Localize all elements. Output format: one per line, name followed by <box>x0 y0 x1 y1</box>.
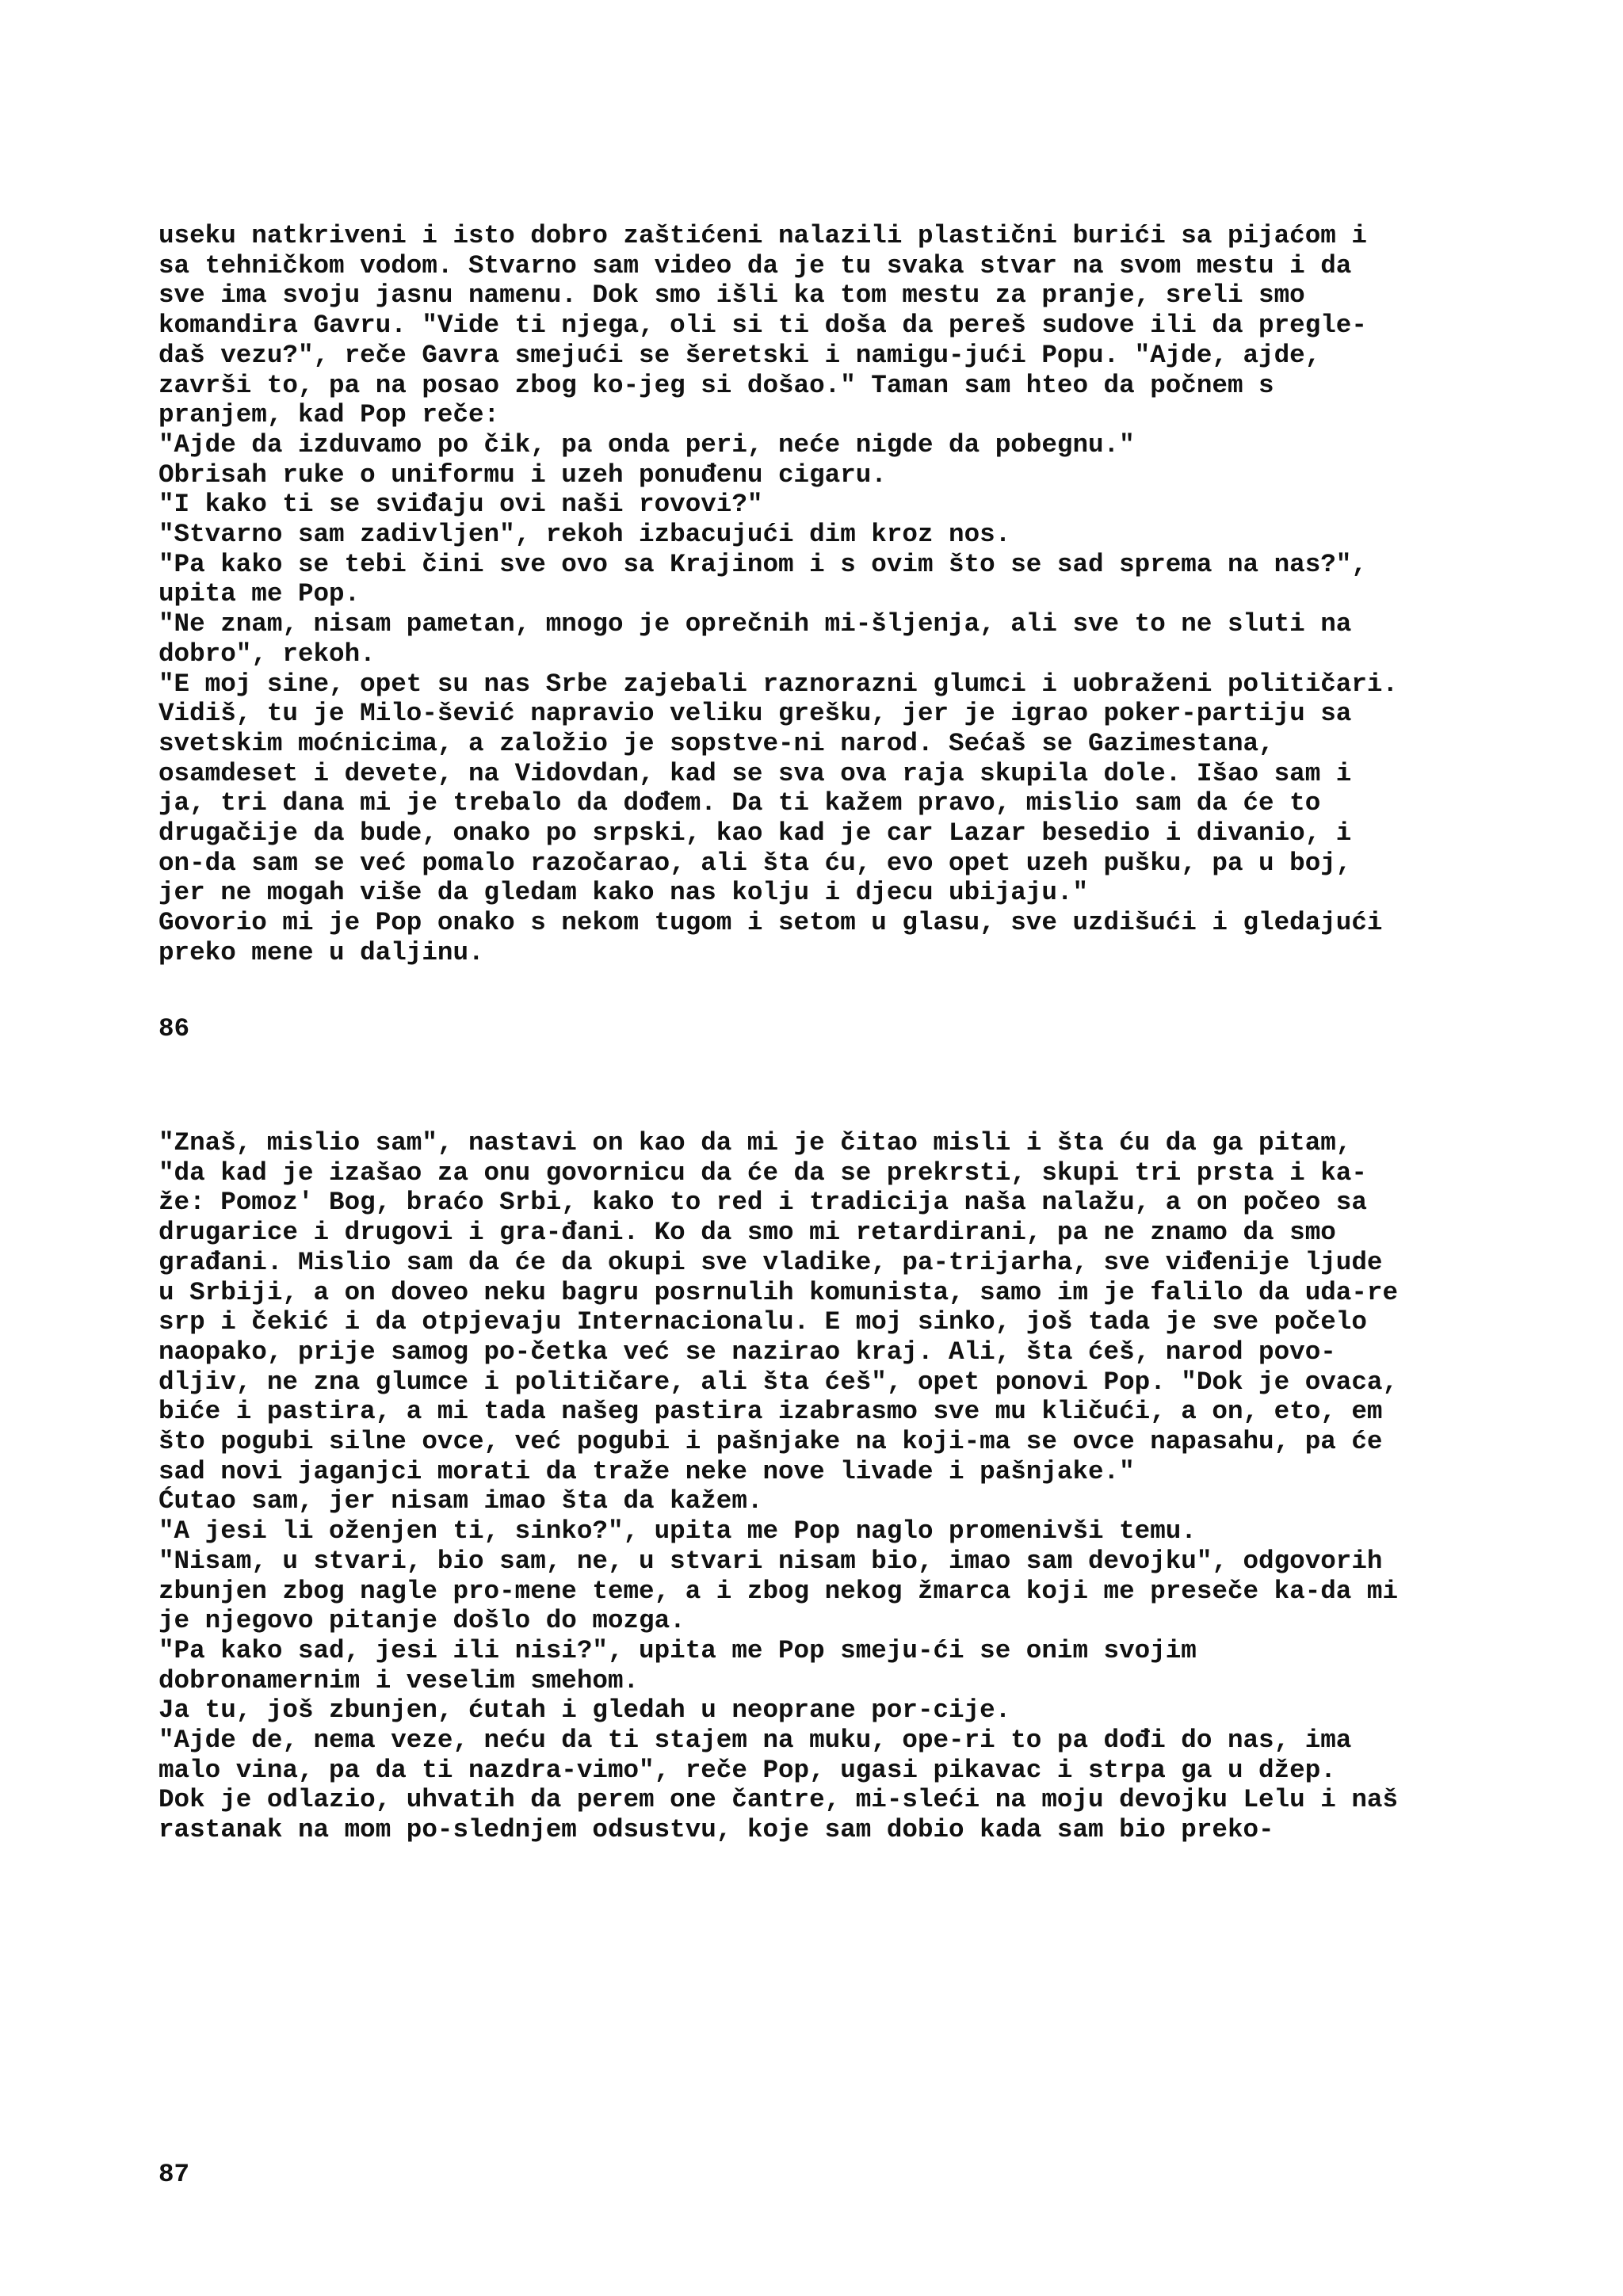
text-line: sa tehničkom vodom. Stvarno sam video da je tu svaka stvar na svom mestu i da <box>158 250 1352 280</box>
text-line: Obrisah ruke o uniformu i uzeh ponuđenu cigaru. <box>158 460 887 490</box>
text-line: u Srbiji, a on doveo neku bagru posrnulih komunista, samo im je falilo da uda-re <box>158 1277 1399 1307</box>
text-line: Vidiš, tu je Milo-šević napravio veliku grešku, jer je igrao poker-partiju sa <box>158 699 1352 729</box>
page-87-text <box>158 1128 1506 1845</box>
text-line: rastanak na mom po-slednjem odsustvu, koje sam dobio kada sam bio preko- <box>158 1815 1274 1845</box>
text-line: preko mene u daljinu. <box>158 937 484 967</box>
text-line: "E moj sine, opet su nas Srbe zajebali raznorazni glumci i uobraženi političari. <box>158 669 1399 699</box>
text-line: "da kad je izašao za onu govornicu da će da se prekrsti, skupi tri prsta i ka- <box>158 1158 1367 1188</box>
text-line: biće i pastira, a mi tada našeg pastira izabrasmo sve mu kličući, a on, eto, em <box>158 1397 1383 1427</box>
text-line: daš vezu?", reče Gavra smejući se šeretski i namigu-jući Popu. "Ajde, ajde, <box>158 340 1321 370</box>
page-number-86: 86 <box>158 1014 190 1043</box>
text-line: dobro", rekoh. <box>158 639 376 669</box>
text-line: upita me Pop. <box>158 579 361 609</box>
text-line: zbunjen zbog nagle pro-mene teme, a i zbog nekog žmarca koji me preseče ka-da mi <box>158 1576 1399 1606</box>
text-line: on-da sam se već pomalo razočarao, ali šta ću, evo opet uzeh pušku, pa u boj, <box>158 848 1352 878</box>
text-line: "Znaš, mislio sam", nastavi on kao da mi je čitao misli i šta ću da ga pitam, <box>158 1128 1352 1158</box>
text-line: dobronamernim i veselim smehom. <box>158 1665 640 1695</box>
text-line: završi to, pa na posao zbog ko-jeg si došao." Taman sam hteo da počnem s <box>158 370 1274 400</box>
text-line: že: Pomoz' Bog, braćo Srbi, kako to red i tradicija naša nalažu, a on počeo sa <box>158 1188 1367 1218</box>
text-line: "Pa kako sad, jesi ili nisi?", upita me Pop smeju-ći se onim svojim <box>158 1635 1197 1665</box>
text-line: "A jesi li oženjen ti, sinko?", upita me Pop naglo promenivši temu. <box>158 1516 1197 1547</box>
text-line: komandira Gavru. "Vide ti njega, oli si ti doša da pereš sudove ili da pregle- <box>158 311 1367 341</box>
text-line: Dok je odlazio, uhvatih da perem one čantre, mi-sleći na moju devojku Lelu i naš <box>158 1785 1399 1815</box>
page-86-text <box>158 221 1506 968</box>
text-line: sad novi jaganjci morati da traže neke nove livade i pašnjake." <box>158 1456 1135 1486</box>
text-line: osamdeset i devete, na Vidovdan, kad se sva ova raja skupila dole. Išao sam i <box>158 758 1352 788</box>
text-line: "Ajde de, nema veze, neću da ti stajem na muku, ope-ri to pa dođi do nas, ima <box>158 1726 1352 1756</box>
text-line: sve ima svoju jasnu namenu. Dok smo išli ka tom mestu za pranje, sreli smo <box>158 280 1305 311</box>
text-line: "Pa kako se tebi čini sve ovo sa Krajinom i s ovim što se sad sprema na nas?", <box>158 549 1367 579</box>
text-line: drugačije da bude, onako po srpski, kao kad je car Lazar besedio i divanio, i <box>158 818 1352 849</box>
text-line: Ja tu, još zbunjen, ćutah i gledah u neoprane por-cije. <box>158 1695 1011 1726</box>
text-line: naopako, prije samog po-četka već se nazirao kraj. Ali, šta ćeš, narod povo- <box>158 1337 1336 1367</box>
text-line: što pogubi silne ovce, već pogubi i pašnjake na koji-ma se ovce napasahu, pa će <box>158 1427 1383 1457</box>
text-line: "Nisam, u stvari, bio sam, ne, u stvari nisam bio, imao sam devojku", odgovorih <box>158 1546 1383 1576</box>
text-line: ja, tri dana mi je trebalo da dođem. Da ti kažem pravo, mislio sam da će to <box>158 788 1321 818</box>
text-line: useku natkriveni i isto dobro zaštićeni nalazili plastični burići sa pijaćom i <box>158 221 1367 250</box>
text-line: srp i čekić i da otpjevaju Internacionalu. E moj sinko, još tada je sve počelo <box>158 1307 1367 1337</box>
text-line: pranjem, kad Pop reče: <box>158 400 500 430</box>
text-line: građani. Mislio sam da će da okupi sve vladike, pa-trijarha, sve viđenije ljude <box>158 1247 1383 1277</box>
text-line: "I kako ti se sviđaju ovi naši rovovi?" <box>158 490 763 520</box>
text-line: jer ne mogah više da gledam kako nas kolju i djecu ubijaju." <box>158 878 1089 908</box>
text-line: malo vina, pa da ti nazdra-vimo", reče Pop, ugasi pikavac i strpa ga u džep. <box>158 1755 1336 1785</box>
text-line: je njegovo pitanje došlo do mozga. <box>158 1606 685 1636</box>
text-line: Ćutao sam, jer nisam imao šta da kažem. <box>158 1486 763 1516</box>
text-line: dljiv, ne zna glumce i političare, ali šta ćeš", opet ponovi Pop. "Dok je ovaca, <box>158 1367 1399 1397</box>
page-number-87: 87 <box>158 2160 190 2189</box>
text-line: "Ajde da izduvamo po čik, pa onda peri, neće nigde da pobegnu." <box>158 429 1135 460</box>
text-line: "Ne znam, nisam pametan, mnogo je oprečnih mi-šljenja, ali sve to ne sluti na <box>158 609 1352 639</box>
text-line: Govorio mi je Pop onako s nekom tugom i setom u glasu, sve uzdišući i gledajući <box>158 908 1383 938</box>
text-line: svetskim moćnicima, a založio je sopstve-ni narod. Sećaš se Gazimestana, <box>158 728 1274 758</box>
text-line: drugarice i drugovi i gra-đani. Ko da smo mi retardirani, pa ne znamo da smo <box>158 1218 1336 1248</box>
text-line: "Stvarno sam zadivljen", rekoh izbacujući dim kroz nos. <box>158 520 1011 550</box>
